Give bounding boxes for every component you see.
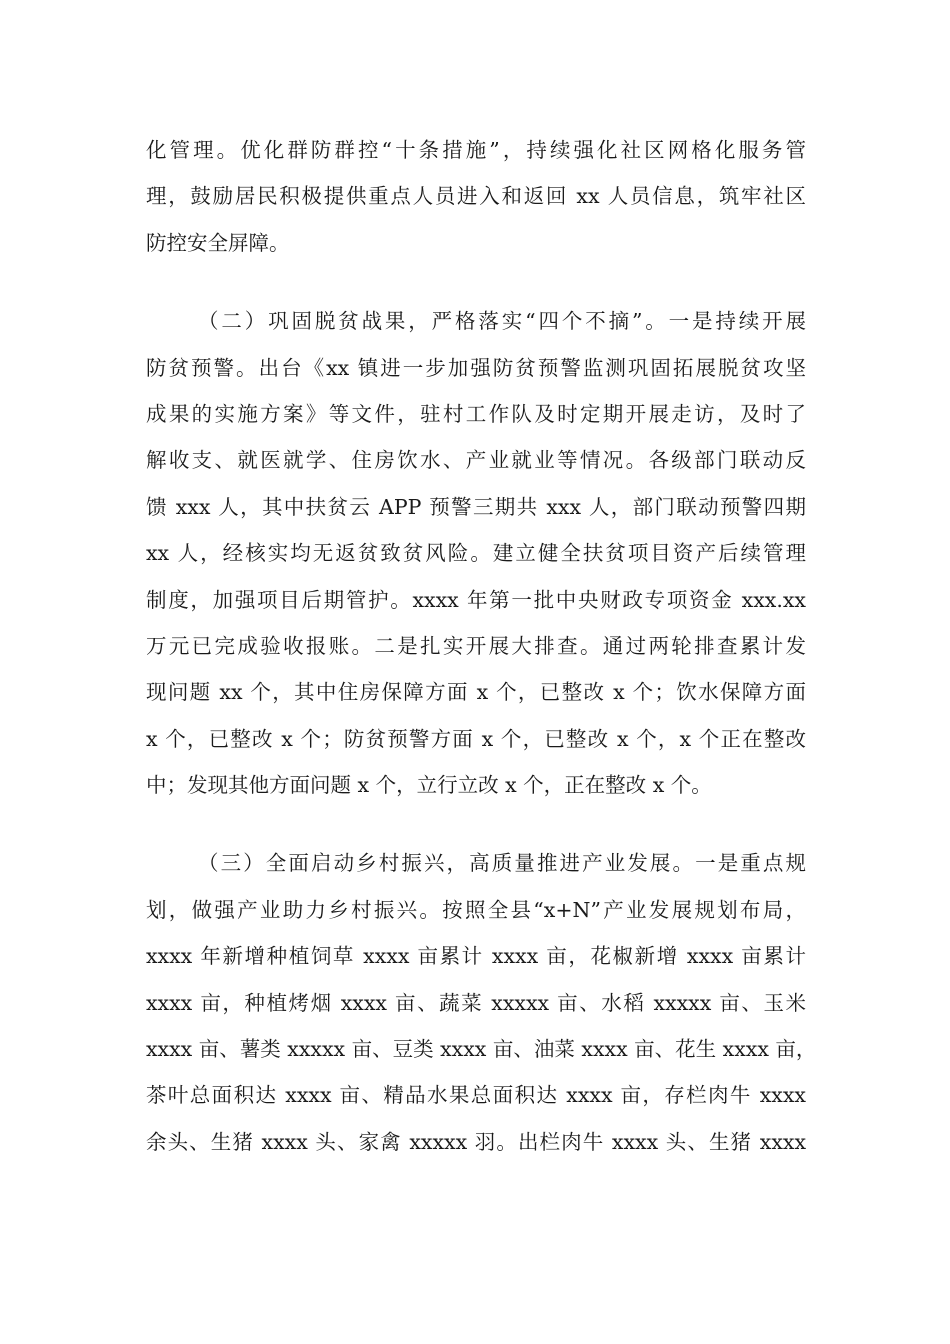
text-line: 成果的实施方案》等文件，驻村工作队及时定期开展走访，及时了 — [146, 401, 806, 426]
text-line: 划，做强产业助力乡村振兴。按照全县“x+N”产业发展规划布局， — [146, 897, 806, 922]
text-line: 防贫预警。出台《xx 镇进一步加强防贫预警监测巩固拓展脱贫攻坚 — [146, 355, 806, 380]
text-line: 余头、生猪 xxxx 头、家禽 xxxxx 羽。出栏肉牛 xxxx 头、生猪 xxxx — [146, 1129, 806, 1154]
text-line: 中；发现其他方面问题 x 个，立行立改 x 个，正在整改 x 个。 — [146, 773, 712, 798]
text-line: xxxx 亩、薯类 xxxxx 亩、豆类 xxxx 亩、油菜 xxxx 亩、花生 xxxx 亩， — [146, 1037, 817, 1062]
text-line: 化管理。优化群防群控“十条措施”，持续强化社区网格化服务管 — [146, 138, 806, 162]
document-body — [146, 127, 817, 1197]
text-line: xx 人，经核实均无返贫致贫风险。建立健全扶贫项目资产后续管理 — [146, 541, 806, 566]
text-line-heading: （三）全面启动乡村振兴，高质量推进产业发展。一是重点规 — [198, 851, 806, 876]
text-line: xxxx 年新增种植饲草 xxxx 亩累计 xxxx 亩，花椒新增 xxxx 亩累计 — [146, 944, 806, 969]
paragraph-section-3 — [146, 840, 817, 1165]
paragraph-section-2 — [146, 298, 806, 808]
text-line: 馈 xxx 人，其中扶贫云 APP 预警三期共 xxx 人，部门联动预警四期 — [146, 494, 806, 519]
text-line-heading: （二）巩固脱贫战果，严格落实“四个不摘”。一是持续开展 — [198, 309, 806, 334]
text-line: 万元已完成验收报账。二是扎实开展大排查。通过两轮排查累计发 — [146, 633, 806, 658]
text-line: 茶叶总面积达 xxxx 亩、精品水果总面积达 xxxx 亩，存栏肉牛 xxxx — [146, 1083, 806, 1108]
text-line: 解收支、就医就学、住房饮水、产业就业等情况。各级部门联动反 — [146, 448, 806, 473]
text-line: 制度，加强项目后期管护。xxxx 年第一批中央财政专项资金 xxx.xx — [146, 587, 806, 612]
text-line: x 个，已整改 x 个；防贫预警方面 x 个，已整改 x 个，x 个正在整改 — [146, 726, 806, 751]
text-line: xxxx 亩，种植烤烟 xxxx 亩、蔬菜 xxxxx 亩、水稻 xxxxx 亩、玉米 — [146, 990, 806, 1015]
text-line: 防控安全屏障。 — [146, 230, 290, 255]
paragraph-continuation — [146, 127, 806, 266]
text-line: 现问题 xx 个，其中住房保障方面 x 个，已整改 x 个；饮水保障方面 — [146, 680, 806, 705]
text-line: 理，鼓励居民积极提供重点人员进入和返回 xx 人员信息，筑牢社区 — [146, 184, 806, 209]
